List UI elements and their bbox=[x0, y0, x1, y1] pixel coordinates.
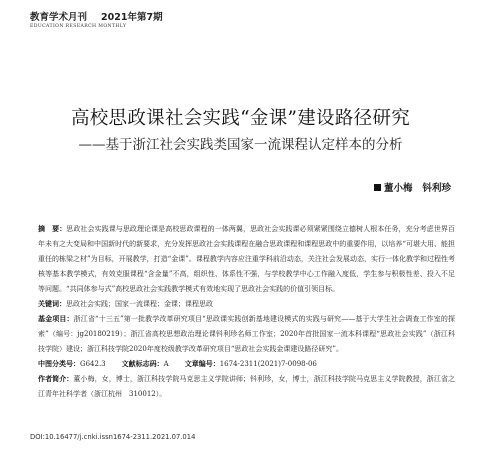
abstract bbox=[30, 222, 455, 297]
doc-code-label: 文献标志码： bbox=[121, 360, 164, 368]
doc-code-value: A bbox=[163, 360, 169, 368]
journal-header bbox=[30, 9, 450, 29]
author-line bbox=[374, 180, 451, 194]
journal-issue: 2021年第7期 bbox=[101, 12, 163, 23]
article-title: 高校思政课社会实践“金课”建设路径研究 bbox=[70, 108, 411, 129]
author-intro bbox=[30, 372, 455, 402]
doi-line: DOI:10.16477/j.cnki.issn1674-2311.2021.07.014 bbox=[30, 433, 196, 441]
keywords-label: 关键词： bbox=[38, 300, 66, 308]
fund-text: 浙江省“十三五”第一批教学改革研究项目“思政课实践创新基地建设模式的实践与研究——基于大学生社会调查工作室的探索”（编号：jg20180219）；浙江省高校思想政治理论课钭利珍名师工作室；2020年首批国家一流本科课程“思政社会实践”（浙江科技学院）建设；浙江科技学院2020年度校级教学改革研究项目“思政社会实践金课建设路径研究”。 bbox=[38, 315, 456, 353]
keywords-text: 思政社会实践；国家一流课程；金课；课程思政 bbox=[66, 300, 213, 308]
author-2: 钭利珍 bbox=[422, 183, 451, 194]
author-1: 董小梅 bbox=[383, 183, 413, 194]
keywords bbox=[30, 297, 455, 312]
fund-info bbox=[30, 312, 455, 357]
abstract-text: 思政社会实践课与思政理论课是高校思政课程的一体两翼，思政社会实践课必须紧紧围绕立德树人根本任务，充分考虑世界百年未有之大变局和中国新时代的新要求，充分发挥思政社会实践课程在融合思政课程和课程思政中的重要作用，以培养“可堪大用、能担重任的栋梁之材”为目标，开展教学，打造“金课”。课程教学内容应注重学科前沿动态，关注社会发展动态，实行一体化教学和过程性考核等基本教学模式，有效克服课程“含金量”不高，组织性、体系性不强，与学校教学中心工作融入度低，学生参与积极性差、投入不足等问题。“共同体参与式”高校思政社会实践教学模式有效地实现了思政社会实践的价值引领目标。 bbox=[38, 225, 456, 293]
article-metadata bbox=[30, 222, 455, 402]
author-intro-text: 董小梅，女，博士，浙江科技学院马克思主义学院讲师；钭利珍，女，博士，浙江科技学院马克思主义学院教授，浙江省之江青年社科学者（浙江杭州 310012）。 bbox=[38, 375, 456, 398]
article-no-value: 1674-2311(2021)7-0098-06 bbox=[219, 360, 317, 368]
article-no-label: 文章编号： bbox=[184, 360, 220, 368]
article-subtitle: ——基于浙江社会实践类国家一流课程认定样本的分析 bbox=[78, 137, 403, 153]
clc-label: 中图分类号： bbox=[38, 360, 80, 368]
classification-row bbox=[30, 357, 455, 372]
fund-label: 基金项目： bbox=[38, 315, 74, 323]
square-bullet-icon bbox=[374, 184, 381, 191]
author-intro-label: 作者简介： bbox=[38, 375, 74, 383]
clc-value: G642.3 bbox=[80, 360, 106, 368]
journal-name: 教育学术月刊 bbox=[30, 12, 88, 23]
abstract-label: 摘 要： bbox=[38, 225, 67, 233]
journal-name-english: EDUCATION RESEARCH MONTHLY bbox=[30, 24, 127, 29]
journal-title-line bbox=[30, 9, 450, 23]
